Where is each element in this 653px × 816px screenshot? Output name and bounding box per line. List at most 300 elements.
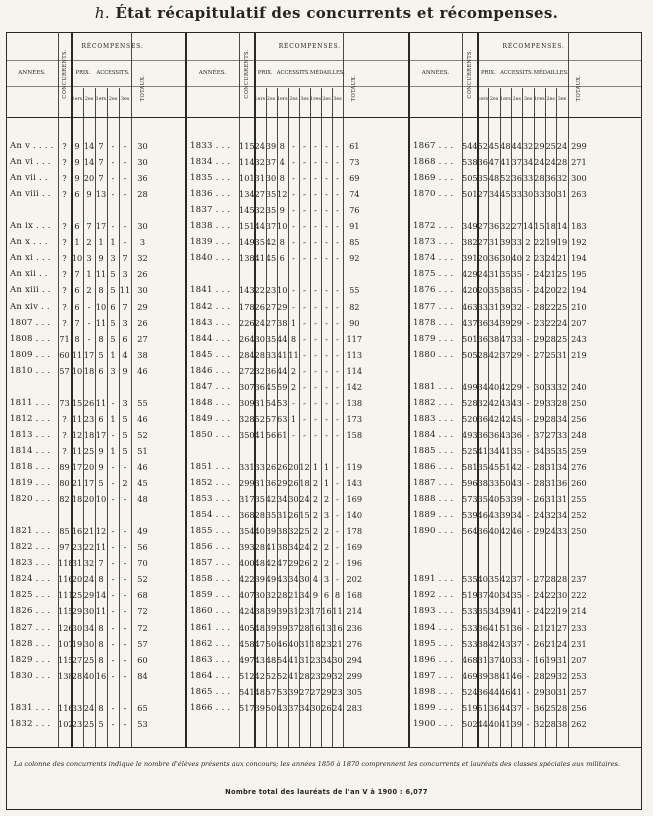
reward-value: 32 [254,157,265,168]
reward-value: 2 [312,510,319,521]
reward-value: 26 [534,638,545,649]
total-value: 276 [346,638,363,649]
reward-value: 11 [95,269,107,280]
total-value: 169 [346,542,363,553]
reward-value: 12 [95,526,107,537]
total-value: 119 [346,462,363,472]
reward-value: 42 [265,494,277,505]
reward-value: 21 [545,269,556,280]
reward-value: 39 [265,141,277,151]
reward-value: 40 [254,526,265,537]
reward-value: 38 [277,526,288,537]
reward-value: - [314,189,317,200]
concurrents-value: 350 [239,429,255,440]
year-label: 1821 . . . [10,526,51,537]
reward-value: 27 [254,189,265,200]
reward-value: 36 [488,221,500,232]
reward-value: 43 [511,478,522,489]
year-label: 1886 . . . [413,462,454,472]
total-value: 55 [137,397,148,408]
total-value: 207 [571,654,587,665]
reward-value: 42 [265,558,277,569]
year-label: 1870 . . . [413,189,454,200]
reward-value: 22 [534,237,545,248]
reward-value: 45 [511,413,522,424]
reward-value: 25 [545,141,556,151]
reward-value: 32 [477,397,488,408]
reward-value: 2 [122,478,128,489]
reward-value: 51 [500,462,511,472]
concurrents-value: 307 [239,381,255,392]
concurrents-value: 284 [239,349,255,360]
reward-value: 34 [488,317,500,328]
reward-value: - [87,333,91,344]
reward-value: 23 [71,542,83,553]
reward-value: 41 [477,445,488,456]
reward-value: 36 [477,686,488,697]
total-value: 91 [349,221,360,232]
reward-value: 44 [277,333,288,344]
reward-value: 32 [556,173,568,184]
reward-value: 39 [500,317,511,328]
concurrents-value: 538 [462,157,478,168]
concurrents-value: ? [62,189,67,200]
reward-value: 28 [556,157,568,168]
reward-value: 59 [277,381,288,392]
reward-value: 34 [500,590,511,601]
reward-value: 24 [83,574,95,585]
reward-value: 3 [323,574,330,585]
reward-value: 27 [556,622,568,633]
reward-value: - [336,317,339,328]
reward-value: 3 [122,317,128,328]
reward-value: 34 [556,462,568,472]
reward-value: 41 [288,670,299,681]
reward-value: - [526,285,530,296]
year-label: 1891 . . . [413,574,454,585]
reward-value: 35 [500,269,511,280]
reward-value: 18 [71,494,83,505]
reward-value: 27 [511,221,522,232]
reward-value: 30 [534,381,545,392]
reward-value: 23 [265,285,277,296]
reward-value: 25 [545,702,556,713]
year-label: 1841 . . . [190,285,231,296]
header-annees: ANNÉES. [421,70,450,76]
total-value: 276 [571,462,587,472]
reward-value: 2 [312,526,319,537]
reward-value: - [336,494,339,505]
reward-value: 35 [511,269,522,280]
rank-label: 3es [120,97,130,102]
reward-value: 30 [254,333,265,344]
total-value: 143 [346,478,363,489]
concurrents-value: 544 [462,141,478,151]
concurrents-value: 596 [462,478,478,489]
reward-value: 25 [299,526,310,537]
reward-value: - [111,494,115,505]
reward-value: 52 [500,173,511,184]
reward-value: - [526,413,530,424]
reward-value: - [123,558,127,569]
reward-value: 28 [534,478,545,489]
reward-value: 7 [74,317,80,328]
reward-value: - [336,189,339,200]
reward-value: 8 [98,574,104,585]
year-label: 1834 . . . [190,157,231,168]
reward-value: 32 [332,670,343,681]
reward-value: 28 [477,349,488,360]
concurrents-value: 502 [462,718,478,729]
rank-label: 1ers [500,97,511,102]
reward-value: 29 [321,670,332,681]
reward-value: 31 [556,349,568,360]
reward-value: 17 [83,349,95,360]
concurrents-value: ? [62,141,67,151]
reward-value: 18 [545,221,556,232]
year-label: 1878 . . . [413,317,454,328]
reward-value: 29 [71,606,83,617]
year-label: 1895 . . . [413,638,454,649]
year-label: 1846 . . . [190,365,231,376]
concurrents-value: 111 [58,590,74,601]
reward-value: 30 [545,189,556,200]
reward-value: - [526,574,530,585]
reward-value: 46 [500,686,511,697]
reward-value: 44 [500,702,511,713]
reward-value: 32 [254,205,265,216]
reward-value: 1 [323,462,330,472]
reward-value: 21 [288,590,299,601]
total-value: 68 [137,590,148,601]
reward-value: 2 [290,381,297,392]
reward-value: 34 [321,654,332,665]
reward-value: 50 [265,638,277,649]
reward-value: 24 [534,606,545,617]
reward-value: 41 [488,622,500,633]
year-label: 1839 . . . [190,237,231,248]
reward-value: 10 [95,494,107,505]
reward-value: - [526,317,530,328]
reward-value: 25 [83,718,95,729]
reward-value: 45 [265,381,277,392]
reward-value: 23 [534,317,545,328]
reward-value: - [303,413,306,424]
year-label: An viii . . [10,189,51,200]
concurrents-value: 535 [462,574,478,585]
header-recompenses: RÉCOMPENSES. [81,43,144,50]
reward-value: 38 [277,542,288,553]
reward-value: - [87,301,91,312]
concurrents-value: 107 [58,638,74,649]
reward-value: - [123,494,127,505]
reward-value: 16 [332,622,343,633]
reward-value: - [325,157,328,168]
year-label: An xiii . . [10,285,51,296]
reward-value: - [336,157,339,168]
year-label: 1865 . . . [190,686,231,697]
total-value: 45 [137,478,148,489]
rank-label: 2es [546,97,555,102]
reward-value: 1 [290,413,297,424]
reward-value: 42 [488,349,500,360]
reward-value: 1 [110,349,116,360]
year-label: An xi . . . [10,253,51,264]
total-value: 250 [571,397,587,408]
total-value: 214 [571,606,587,617]
reward-value: 34 [277,494,288,505]
reward-value: 16 [321,606,332,617]
reward-value: 28 [71,670,83,681]
reward-value: 35 [477,462,488,472]
reward-value: 23 [332,686,343,697]
recompenses-rule [6,60,642,61]
reward-value: 38 [277,317,288,328]
reward-value: - [314,205,317,216]
reward-value: 9 [98,445,104,456]
reward-value: 36 [477,317,488,328]
total-value: 92 [349,253,360,264]
reward-value: - [303,173,306,184]
concurrents-value: 368 [239,510,255,521]
reward-value: 15 [299,510,310,521]
total-value: 36 [137,173,148,184]
year-label: 1876 . . . [413,285,454,296]
total-value: 263 [571,189,587,200]
header-annees: ANNÉES. [198,70,227,76]
reward-value: - [123,462,127,472]
reward-value: 31 [277,510,288,521]
reward-value: - [292,397,295,408]
reward-value: 31 [254,173,265,184]
reward-value: 21 [545,622,556,633]
reward-value: 7 [98,173,104,184]
reward-value: 10 [277,285,288,296]
reward-value: - [325,317,328,328]
reward-value: - [123,173,127,184]
reward-value: - [123,718,127,729]
reward-value: 30 [83,638,95,649]
reward-value: - [314,333,317,344]
reward-value: 43 [500,429,511,440]
reward-value: 28 [545,718,556,729]
concurrents-value: ? [62,413,67,424]
reward-value: - [292,429,295,440]
reward-value: 22 [545,590,556,601]
concurrents-value: 497 [239,654,255,665]
reward-value: 37 [534,429,545,440]
year-label: 1894 . . . [413,622,454,633]
reward-value: - [111,542,115,553]
reward-value: 1 [74,237,80,248]
reward-value: 38 [254,606,265,617]
concurrents-value: 463 [462,301,478,312]
reward-value: - [123,606,127,617]
rank-label: 2es [322,97,331,102]
reward-value: 38 [500,285,511,296]
reward-value: 9 [98,253,104,264]
reward-value: - [325,397,328,408]
reward-value: - [111,590,115,601]
total-value: 61 [349,141,360,151]
reward-value: 28 [545,574,556,585]
reward-value: 21 [556,253,568,264]
reward-value: 36 [488,253,500,264]
concurrents-value: 97 [59,542,70,553]
reward-value: 34 [288,574,299,585]
reward-value: 53 [500,494,511,505]
reward-value: 39 [511,494,522,505]
reward-value: 6 [74,221,80,232]
concurrents-value: 116 [58,574,74,585]
year-label: 1877 . . . [413,301,454,312]
concurrents-value: 505 [462,349,478,360]
reward-value: - [111,638,115,649]
header-concurrents: CONCURRENTS. [243,49,250,99]
year-label: 1872 . . . [413,221,454,232]
year-label: 1863 . . . [190,654,231,665]
reward-value: 2 [525,253,531,264]
rank-label: 2es [512,97,521,102]
reward-value: 7 [98,558,104,569]
concurrents-value: 82 [59,494,70,505]
reward-value: 43 [277,574,288,585]
block-divider [185,32,187,747]
concurrents-value: 393 [239,542,255,553]
reward-value: 4 [312,574,319,585]
total-value: 46 [137,462,148,472]
reward-value: 35 [265,333,277,344]
year-label: 1867 . . . [413,141,454,151]
year-label: 1820 . . . [10,494,51,505]
reward-value: 42 [500,574,511,585]
reward-value: 24 [534,269,545,280]
reward-value: 9 [86,189,92,200]
concurrents-value: 458 [239,638,255,649]
total-value: 52 [137,429,148,440]
reward-value: - [526,301,530,312]
total-value: 138 [346,397,363,408]
reward-value: 2 [290,365,297,376]
reward-value: 14 [556,221,568,232]
reward-value: 40 [511,253,522,264]
total-value: 74 [349,189,360,200]
total-value: 140 [346,510,363,521]
total-value: 69 [349,173,360,184]
total-value: 169 [346,494,363,505]
concurrents-value: 178 [239,301,255,312]
concurrents-value: 420 [462,285,478,296]
year-label: 1825 . . . [10,590,51,601]
reward-value: - [336,301,339,312]
reward-value: 29 [83,590,95,601]
reward-value: - [111,622,115,633]
total-value: 243 [571,333,587,344]
reward-value: 35 [511,445,522,456]
reward-value: 35 [477,494,488,505]
reward-value: 22 [545,317,556,328]
year-label: 1882 . . . [413,397,454,408]
rank-label: 1ers [95,97,107,102]
reward-value: - [325,253,328,264]
reward-value: 26 [277,462,288,472]
reward-value: - [526,606,530,617]
reward-value: - [526,429,530,440]
concurrents-value: ? [62,237,67,248]
year-label: 1890 . . . [413,526,454,537]
reward-value: 46 [277,638,288,649]
rank-label: 3es [333,97,342,102]
reward-value: - [314,285,317,296]
reward-value: 31 [545,478,556,489]
reward-value: 35 [511,285,522,296]
reward-value: 36 [477,526,488,537]
concurrents-value: 116 [58,702,74,713]
reward-value: 36 [477,622,488,633]
concurrents-value: 525 [462,445,478,456]
reward-value: 43 [254,654,265,665]
reward-value: 19 [545,654,556,665]
reward-value: 40 [288,638,299,649]
reward-value: - [303,189,306,200]
reward-value: 38 [488,670,500,681]
concurrents-value: 533 [462,606,478,617]
reward-value: 5 [98,718,104,729]
reward-value: 9 [74,141,80,151]
reward-value: 30 [71,622,83,633]
reward-value: 24 [545,253,556,264]
reward-value: - [336,141,339,151]
reward-value: 27 [265,301,277,312]
reward-value: 46 [511,670,522,681]
year-label: 1826 . . . [10,606,51,617]
total-value: 30 [137,285,148,296]
reward-value: 18 [299,478,310,489]
reward-value: - [303,141,306,151]
reward-value: 3 [323,510,330,521]
concurrents-value: 102 [58,718,74,729]
concurrents-value: 138 [239,253,255,264]
year-label: 1813 . . . [10,429,51,440]
reward-value: 1 [323,478,330,489]
reward-value: - [526,445,530,456]
concurrents-value: 60 [59,349,70,360]
reward-value: 35 [254,494,265,505]
total-value: 82 [349,301,360,312]
reward-value: 33 [522,173,534,184]
total-value: 255 [571,494,587,505]
reward-value: 37 [265,221,277,232]
concurrents-value: 126 [58,622,74,633]
reward-value: 27 [545,429,556,440]
year-label: 1832 . . . [10,718,51,729]
reward-value: - [111,526,115,537]
reward-value: 26 [288,510,299,521]
reward-value: - [303,237,306,248]
year-label: 1868 . . . [413,157,454,168]
reward-value: 1 [110,445,116,456]
reward-value: 2 [323,526,330,537]
reward-value: - [303,301,306,312]
concurrents-value: 138 [58,670,74,681]
reward-value: 11 [71,413,83,424]
rank-label: 2es [108,97,118,102]
reward-value: 44 [277,365,288,376]
reward-value: 39 [265,622,277,633]
reward-value: 20 [83,173,95,184]
reward-value: 47 [277,558,288,569]
total-value: 90 [349,317,360,328]
